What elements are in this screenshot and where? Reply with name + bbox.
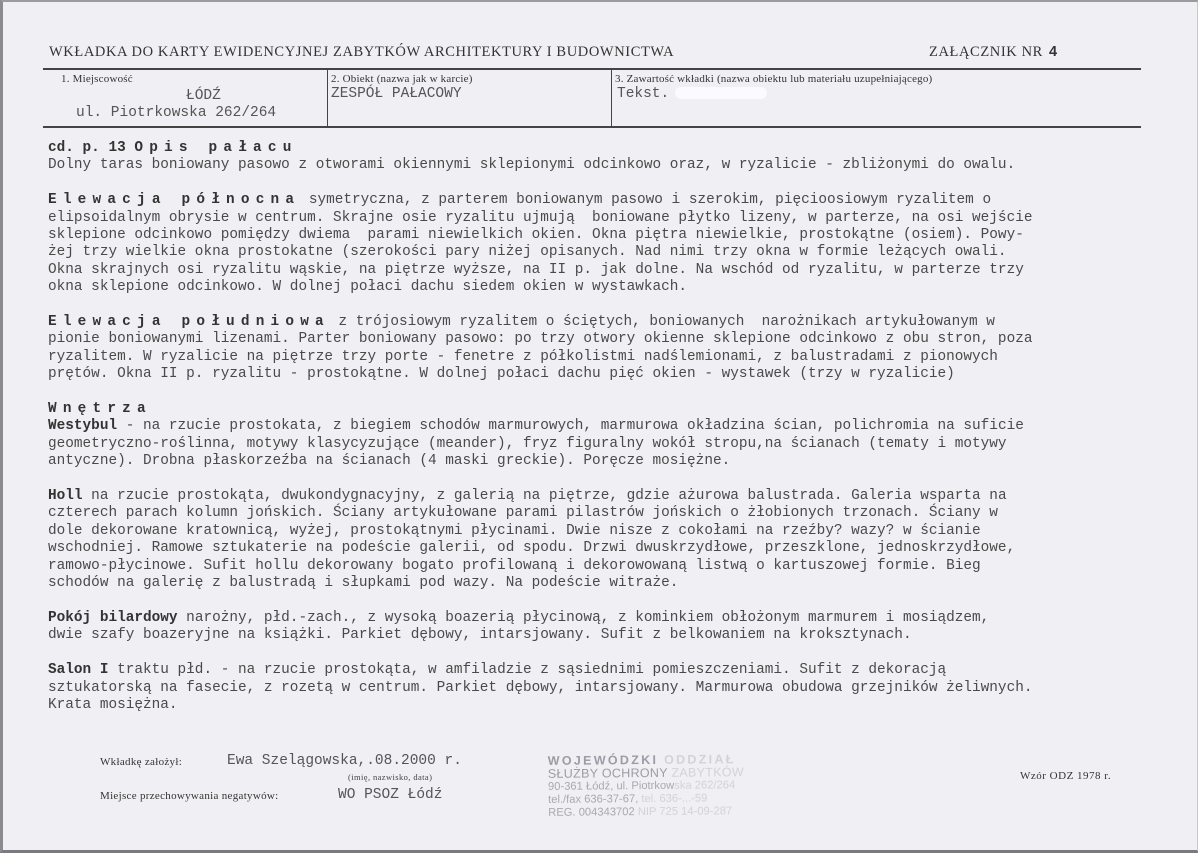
redaction-mark (675, 87, 767, 99)
created-by-value: Ewa Szelągowska,.08.2000 r. (227, 753, 462, 769)
stamp-line: WOJEWÓDZKI (547, 752, 659, 768)
form-fields-table (43, 68, 1141, 128)
field-locality (43, 70, 327, 126)
text-line: narożny, płd.-zach., z wysoką boazerią płycinową, z kominkiem obłożonym marmurem i mosiądzem, (177, 609, 990, 626)
interiors-paragraph (48, 401, 1158, 471)
stamp-line-faded: ODDZIAŁ (658, 752, 736, 767)
stamp-line: 90-361 Łódź, ul. Piotrkow (547, 779, 675, 793)
text-line: wschodniej. Ramowe sztukaterie na podeście galerii, od spodu. Drzwi dwuskrzydłowe, przeszklone, jednoskrzydłowe, (48, 540, 1016, 557)
billiard-room-heading: Pokój bilardowy (48, 609, 178, 626)
hall-heading: Holl (48, 488, 83, 505)
intro-text: Dolny taras boniowany pasowo z otworami okiennymi sklepionymi odcinkowo oraz, w ryzalicie - zbliżonymi do owalu. (48, 157, 1016, 174)
field-locality-city: ŁÓDŹ (186, 88, 221, 104)
text-line: prętów. Okna II p. ryzalitu - prostokątne. W dolnej połaci dachu pięć okien - wystawek (trzy w ryzalicie) (48, 366, 955, 383)
negatives-location-label: Miejsce przechowywania negatywów: (100, 790, 279, 802)
hall-paragraph (48, 488, 1158, 592)
stamp-line-faded: ska 262/264 (674, 779, 736, 792)
text-line: sklepione odcinkowo pomiędzy dwiema parami niewielkich okien. Okna piętra niewielkie, prostokątne (osiem). Powy- (48, 227, 1024, 244)
field-locality-label: 1. Miejscowość (61, 73, 133, 85)
south-elevation-paragraph (48, 314, 1158, 384)
field-locality-address: ul. Piotrkowska 262/264 (76, 105, 277, 121)
created-by-hint: (imię, nazwisko, data) (348, 772, 433, 782)
annex-number-value: 4 (1048, 44, 1058, 60)
text-line: traktu płd. - na rzucie prostokąta, w amfiladzie z sąsiednimi pomieszczeniami. Sufit z dekoracją (108, 662, 947, 679)
south-elevation-heading: Elewacja południowa (48, 314, 330, 331)
stamp-line: REG. 004343702 (548, 806, 635, 819)
stamp-line-faded: ZABYTKÓW (667, 765, 745, 780)
form-model-note: Wzór ODZ 1978 r. (1020, 770, 1112, 782)
text-line: żej trzy wielkie okna prostokatne (szerokości pary niżej opisanych. Nad nimi trzy okna w formie leżących owali. (48, 244, 1007, 261)
stamp-line-faded: NIP 725 14-09-287 (634, 805, 733, 819)
annex-number (929, 44, 1058, 61)
document-body (48, 140, 1158, 732)
vestibule-heading: Westybul (48, 418, 118, 435)
stamp-line: tel./fax 636-37-67, (548, 793, 639, 806)
stamp-line: SŁUŻBY OCHRONY (547, 765, 668, 781)
field-object (327, 70, 611, 126)
stamp-line-faded: tel. 636-...-59 (638, 792, 708, 806)
negatives-location-value: WO PSOZ Łódź (338, 787, 443, 803)
text-line: geometryczno-roślinna, motywy klasycyzujące (meander), fryz figuralny wokół stropu,na ścianach (tematy i motywy (48, 435, 1007, 452)
field-object-value: ZESPÓŁ PAŁACOWY (331, 86, 462, 102)
field-content (611, 70, 1141, 126)
field-content-label: 3. Zawartość wkładki (nazwa obiektu lub materiału uzupełniającego) (615, 73, 933, 85)
text-line: dole dekorowane kratownicą, wyżej, prostokątnymi płycinami. Dwie nisze z cokołami na rzeźby? wazy? w ścianie (48, 522, 981, 539)
text-line: dwie szafy boazeryjne na książki. Parkiet dębowy, intarsjowany. Sufit z belkowaniem na kroksztynach. (48, 627, 912, 644)
north-elevation-paragraph (48, 192, 1158, 296)
text-line: z trójosiowym ryzalitem o ściętych, boniowanych narożnikach artykułowanym w (329, 314, 995, 331)
field-content-value: Tekst. (617, 86, 670, 102)
salon-heading: Salon I (48, 662, 109, 679)
intro-paragraph (48, 140, 1158, 175)
text-line: Okna skrajnych osi ryzalitu wąskie, na piętrze wyższe, na II p. jak dolne. Na wschód od ryzalitu, w parterze trzy (48, 261, 1024, 278)
text-line: schodów na galerię z balustradą i słupkami pod wazy. Na podeście witraże. (48, 575, 679, 592)
text-line: czterech parach kolumn jońskich. Ściany artykułowane parami pilastrów jońskich o żłobionych trzonach. Ściany w (48, 505, 998, 522)
document-title: WKŁADKA DO KARTY EWIDENCYJNEJ ZABYTKÓW ARCHITEKTURY I BUDOWNICTWA (49, 44, 675, 60)
north-elevation-heading: Elewacja północna (48, 192, 301, 209)
intro-prefix: cd. p. 13 (48, 140, 135, 156)
text-line: symetryczna, z parterem boniowanym pasowo i szerokim, pięcioosiowym ryzalitem o (300, 192, 992, 209)
interiors-heading: Wnętrza (48, 401, 152, 418)
text-line: ryzalitem. W ryzalicie na piętrze trzy porte - fenetre z półkolistmi nadślemionami, z balustradami z pionowych (48, 348, 998, 365)
field-content-value-wrap (617, 86, 767, 102)
created-by-label: Wkładkę założył: (100, 756, 183, 768)
text-line: pionie boniowanymi lizenami. Parter boniowany pasowo: po trzy otwory okienne sklepione odcinkowo z obu stron, poza (48, 331, 1033, 348)
text-line: na rzucie prostokąta, dwukondygnacyjny, z galerią na piętrze, gdzie ażurowa balustrada. Galeria wsparta na (82, 488, 1007, 505)
field-object-label: 2. Obiekt (nazwa jak w karcie) (331, 73, 473, 85)
intro-heading: Opis pałacu (134, 140, 298, 156)
text-line: elipsoidalnym obrysie w centrum. Skrajne osie ryzalitu ujmują boniowane płytko lizeny, w parterze, na osi wejście (48, 209, 1033, 226)
text-line: ramowo-płycinowe. Sufit hollu dekorowany bogato profilowaną i dekorowowaną listwą o kartuszowej formie. Bieg (48, 557, 981, 574)
office-stamp (548, 753, 749, 820)
text-line: sztukatorską na fasecie, z rozetą w centrum. Parkiet dębowy, intarsjowany. Marmurowa obudowa grzejników żeliwnych. (48, 679, 1033, 696)
annex-label: ZAŁĄCZNIK NR (929, 44, 1043, 60)
text-line: okna sklepione odcinkowo. W dolnej połaci dachu siedem okien w wystawkach. (48, 279, 688, 296)
salon-paragraph (48, 662, 1158, 714)
billiard-room-paragraph (48, 610, 1158, 645)
text-line: Krata mosiężna. (48, 696, 178, 713)
text-line: antyczne). Drobna płaskorzeźba na ścianach (4 maski greckie). Poręcze mosiężne. (48, 453, 731, 470)
text-line: - na rzucie prostokata, z biegiem schodów marmurowych, marmurowa okładzina ścian, polichromia na suficie (117, 418, 1024, 435)
